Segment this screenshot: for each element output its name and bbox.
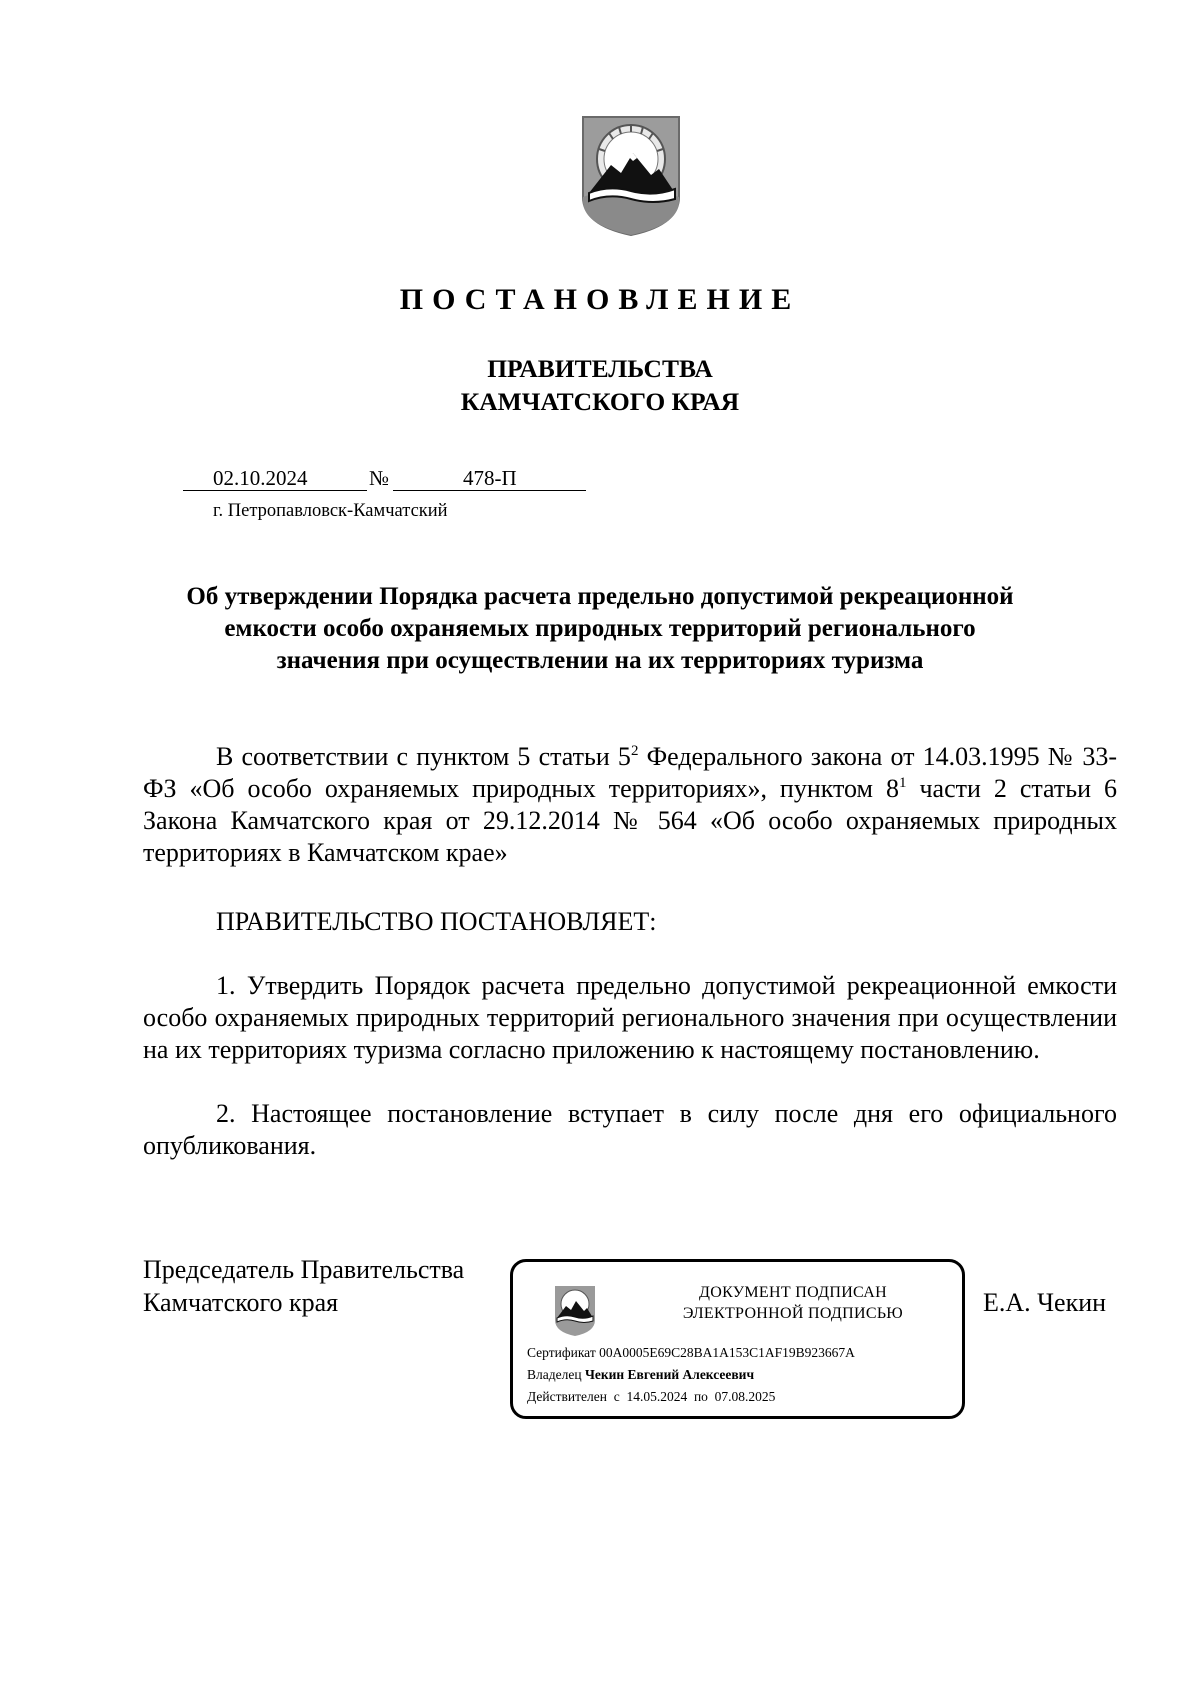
item-2-paragraph: 2. Настоящее постановление вступает в силу после дня его официального опубликования. bbox=[143, 1099, 1117, 1160]
valid-to-date: 07.08.2025 bbox=[714, 1389, 776, 1404]
superscript: 1 bbox=[898, 775, 907, 791]
resolution-heading: ПРАВИТЕЛЬСТВО ПОСТАНОВЛЯЕТ: bbox=[216, 907, 657, 936]
owner-line bbox=[527, 1366, 754, 1383]
authority-line: КАМЧАТСКОГО КРАЯ bbox=[460, 387, 740, 416]
owner-value: Чекин Евгений Алексеевич bbox=[584, 1367, 755, 1382]
valid-from-prefix: с bbox=[613, 1389, 620, 1404]
document-subject bbox=[120, 581, 1080, 677]
position-line: Председатель Правительства bbox=[143, 1255, 465, 1284]
superscript: 2 bbox=[630, 743, 639, 759]
signer-position bbox=[143, 1253, 464, 1319]
coat-of-arms-icon bbox=[579, 113, 683, 239]
subject-line: значения при осуществлении на их территориях туризма bbox=[276, 647, 924, 674]
preamble-paragraph bbox=[143, 741, 1117, 869]
preamble-text: Федерального закона от 14.03.1995 № 33-ФЗ «Об особо охраняемых природных территориях», пунктом 8 bbox=[143, 742, 1117, 803]
valid-from-date: 14.05.2024 bbox=[626, 1389, 688, 1404]
date-underline bbox=[183, 490, 367, 491]
document-city: г. Петропавловск-Камчатский bbox=[213, 501, 448, 521]
stamp-coat-of-arms-icon bbox=[553, 1284, 597, 1338]
preamble-text: части 2 статьи 6 Закона Камчатского края от 29.12.2014 № 564 «Об особо охраняемых природных территориях в Камчатском крае» bbox=[143, 774, 1118, 867]
number-underline bbox=[393, 490, 586, 491]
certificate-value: 00A0005E69C28BA1A153C1AF19B923667A bbox=[599, 1345, 855, 1360]
position-line: Камчатского края bbox=[143, 1288, 339, 1317]
preamble-text: В соответствии с пунктом 5 статьи 5 bbox=[216, 742, 631, 771]
stamp-title bbox=[623, 1282, 963, 1324]
authority-line: ПРАВИТЕЛЬСТВА bbox=[487, 354, 713, 383]
signer-name: Е.А. Чекин bbox=[983, 1288, 1107, 1317]
subject-line: Об утверждении Порядка расчета предельно допустимой рекреационной bbox=[186, 583, 1014, 610]
stamp-title-line: ДОКУМЕНТ ПОДПИСАН bbox=[699, 1284, 887, 1301]
document-date: 02.10.2024 bbox=[213, 466, 308, 490]
certificate-label: Сертификат bbox=[527, 1345, 596, 1360]
owner-label: Владелец bbox=[527, 1367, 582, 1382]
valid-to-prefix: по bbox=[693, 1389, 708, 1404]
stamp-title-line: ЭЛЕКТРОННОЙ ПОДПИСЬЮ bbox=[682, 1305, 904, 1322]
number-sign: № bbox=[369, 466, 390, 490]
document-type-title: ПОСТАНОВЛЕНИЕ bbox=[399, 283, 801, 316]
document-number: 478-П bbox=[463, 466, 517, 490]
certificate-line bbox=[527, 1344, 855, 1361]
issuing-authority bbox=[0, 352, 1200, 418]
electronic-signature-stamp bbox=[510, 1259, 965, 1419]
validity-line bbox=[527, 1388, 775, 1405]
validity-label: Действителен bbox=[527, 1389, 607, 1404]
subject-line: емкости особо охраняемых природных территорий регионального bbox=[224, 615, 976, 642]
item-1-paragraph: 1. Утвердить Порядок расчета предельно допустимой рекреационной емкости особо охраняемых природных территорий регионального значения при осуществлении на их территориях туризма согласно приложению к настоящему постановлению. bbox=[143, 971, 1117, 1064]
